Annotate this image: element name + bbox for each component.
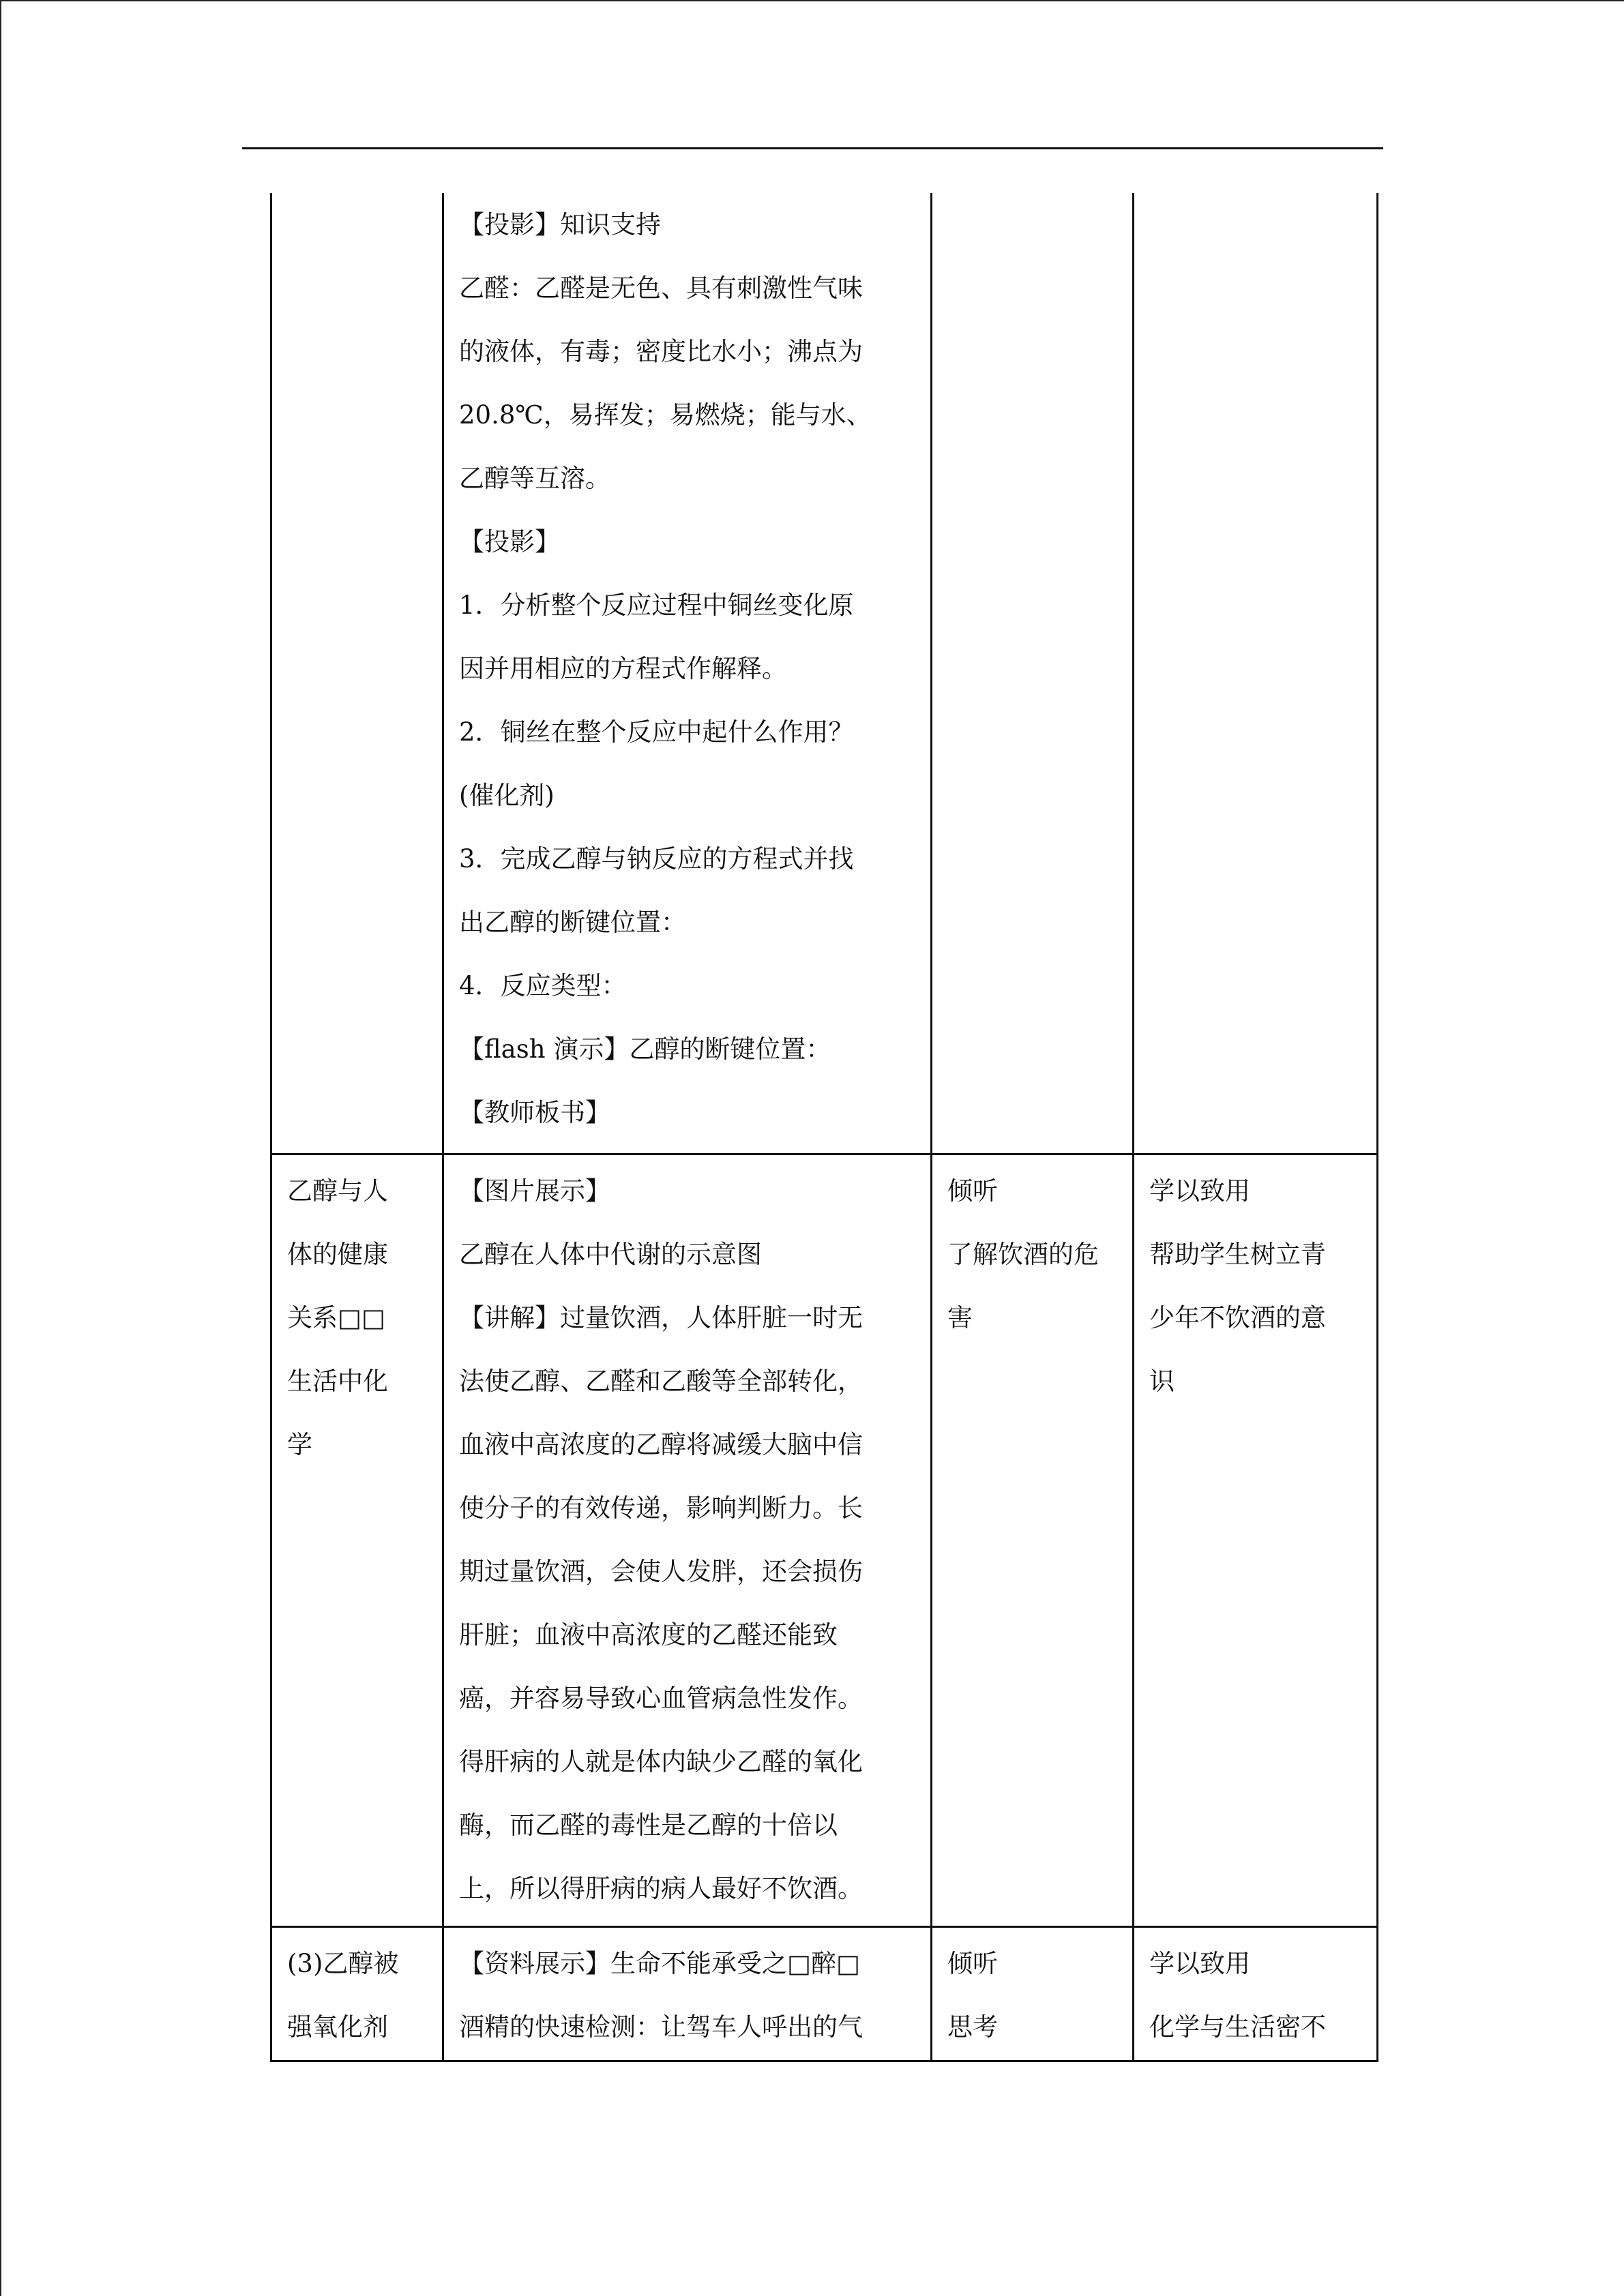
- student-activity-cell: [932, 193, 1134, 1154]
- design-line: 少年不饮酒的意: [1149, 1303, 1326, 1332]
- student-line: 倾听: [947, 1949, 998, 1978]
- content-line: 得肝病的人就是体内缺少乙醛的氧化: [459, 1747, 863, 1776]
- content-line: 3．完成乙醇与钠反应的方程式并找: [459, 844, 854, 874]
- content-line: 【教师板书】: [459, 1098, 610, 1127]
- content-line: 【flash 演示】乙醇的断键位置：: [459, 1034, 831, 1064]
- content-line: 20.8℃，易挥发；易燃烧；能与水、: [459, 400, 872, 430]
- content-line: 【资料展示】生命不能承受之□醉□: [459, 1949, 860, 1978]
- content-line: 【图片展示】: [459, 1176, 610, 1206]
- content-line: 法使乙醇、乙醛和乙酸等全部转化，: [459, 1367, 863, 1396]
- lesson-plan-table: [270, 193, 1378, 2062]
- topic-line: 体的健康: [287, 1240, 388, 1269]
- design-line: 学以致用: [1149, 1176, 1250, 1206]
- content-line: (催化剂): [459, 781, 555, 810]
- student-line: 害: [947, 1303, 973, 1332]
- content-line: 2．铜丝在整个反应中起什么作用？: [459, 717, 854, 747]
- table-row-continued: [271, 193, 1378, 1154]
- content-cell: [443, 1927, 932, 2061]
- content-line: 【投影】知识支持: [459, 210, 661, 239]
- header-rule: [242, 147, 1383, 149]
- table-row-ethanol-health: [271, 1154, 1378, 1927]
- content-cell: [443, 193, 932, 1154]
- design-line: 帮助学生树立青: [1149, 1240, 1326, 1269]
- design-line: 化学与生活密不: [1149, 2012, 1326, 2042]
- content-line: 血液中高浓度的乙醇将减缓大脑中信: [459, 1430, 863, 1459]
- content-cell: [443, 1154, 932, 1927]
- design-line: 识: [1149, 1367, 1175, 1396]
- content-line: 肝脏；血液中高浓度的乙醛还能致: [459, 1620, 838, 1650]
- design-intent-cell: [1134, 193, 1378, 1154]
- content-line: 1．分析整个反应过程中铜丝变化原: [459, 591, 854, 620]
- content-line: 酒精的快速检测：让驾车人呼出的气: [459, 2012, 863, 2042]
- topic-line: 强氧化剂: [287, 2012, 388, 2042]
- content-line: 【投影】: [459, 527, 560, 556]
- content-line: 乙醛：乙醛是无色、具有刺激性气味: [459, 273, 863, 303]
- table-row-ethanol-oxidation: [271, 1927, 1378, 2061]
- topic-line: (3)乙醇被: [287, 1949, 399, 1978]
- topic-line: 乙醇与人: [287, 1176, 388, 1206]
- topic-line: 学: [287, 1430, 312, 1459]
- content-line: 使分子的有效传递，影响判断力。长: [459, 1493, 863, 1523]
- student-line: 思考: [947, 2012, 998, 2042]
- content-line: 因并用相应的方程式作解释。: [459, 654, 787, 683]
- topic-line: 生活中化: [287, 1367, 388, 1396]
- content-line: 癌，并容易导致心血管病急性发作。: [459, 1684, 863, 1713]
- content-line: 乙醇等互溶。: [459, 464, 610, 493]
- topic-cell: [271, 193, 443, 1154]
- student-activity-cell: [932, 1927, 1134, 2061]
- content-line: 期过量饮酒，会使人发胖，还会损伤: [459, 1557, 863, 1586]
- topic-cell: [271, 1154, 443, 1927]
- design-line: 学以致用: [1149, 1949, 1250, 1978]
- student-line: 倾听: [947, 1176, 998, 1206]
- student-line: 了解饮酒的危: [947, 1240, 1099, 1269]
- student-activity-cell: [932, 1154, 1134, 1927]
- content-line: 乙醇在人体中代谢的示意图: [459, 1240, 762, 1269]
- content-line: 酶，而乙醛的毒性是乙醇的十倍以: [459, 1810, 838, 1840]
- design-intent-cell: [1134, 1927, 1378, 2061]
- topic-cell: [271, 1927, 443, 2061]
- content-line: 的液体，有毒；密度比水小；沸点为: [459, 337, 863, 366]
- content-line: 【讲解】过量饮酒，人体肝脏一时无: [459, 1303, 863, 1332]
- content-line: 出乙醇的断键位置：: [459, 908, 686, 937]
- topic-line: 关系□□: [287, 1303, 385, 1332]
- content-line: 上，所以得肝病的病人最好不饮酒。: [459, 1874, 863, 1903]
- content-line: 4．反应类型：: [459, 971, 627, 1000]
- design-intent-cell: [1134, 1154, 1378, 1927]
